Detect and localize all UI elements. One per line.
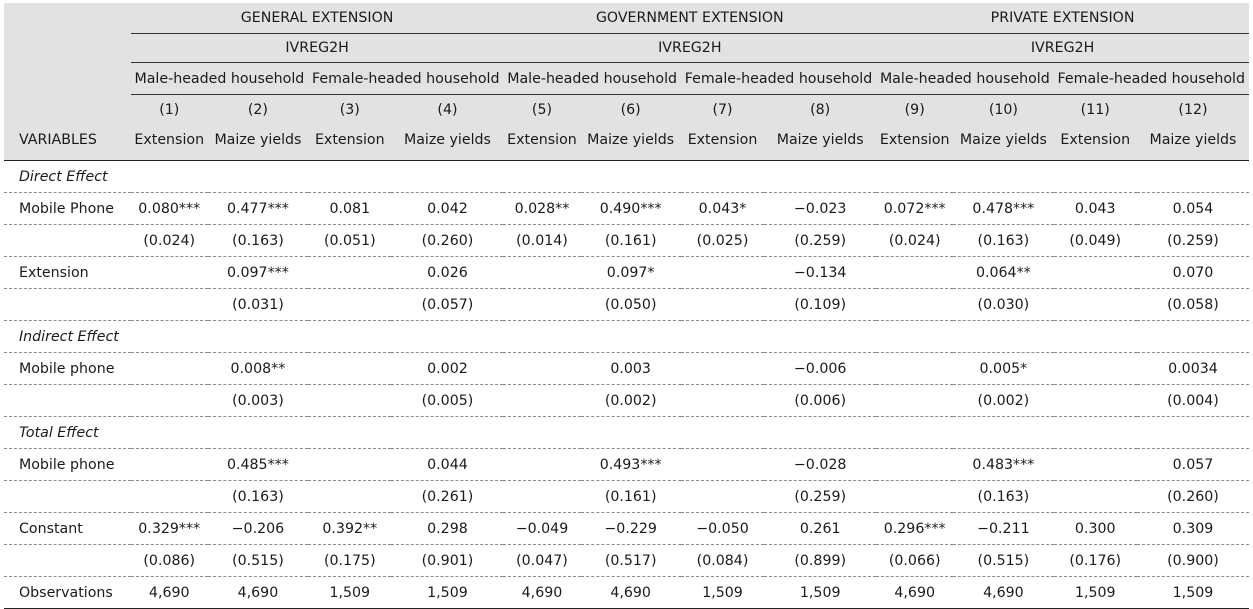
table-cell: (0.050)	[581, 288, 681, 320]
table-cell	[308, 288, 391, 320]
table-cell: −0.211	[953, 512, 1053, 544]
table-cell: 0.042	[391, 192, 503, 224]
table-cell: 1,509	[308, 576, 391, 609]
row-label	[4, 288, 131, 320]
table-cell: −0.049	[503, 512, 580, 544]
table-cell	[764, 320, 876, 352]
table-cell: (0.006)	[764, 384, 876, 416]
table-cell: (0.259)	[764, 480, 876, 512]
table-cell: 0.043	[1054, 192, 1137, 224]
table-cell: (0.161)	[581, 224, 681, 256]
table-cell: (0.515)	[953, 544, 1053, 576]
table-cell: (0.259)	[1137, 224, 1249, 256]
table-cell: (0.517)	[581, 544, 681, 576]
col-variable: Maize yields	[764, 124, 876, 155]
table-cell	[308, 480, 391, 512]
table-cell: (0.058)	[1137, 288, 1249, 320]
table-cell	[503, 288, 580, 320]
table-cell	[681, 384, 764, 416]
table-cell: 0.026	[391, 256, 503, 288]
table-cell: (0.049)	[1054, 224, 1137, 256]
table-cell: (0.086)	[131, 544, 208, 576]
col-number: (8)	[764, 95, 876, 124]
table-cell	[1054, 480, 1137, 512]
table-cell: (0.024)	[876, 224, 953, 256]
table-cell: (0.900)	[1137, 544, 1249, 576]
table-cell: (0.057)	[391, 288, 503, 320]
col-variable: Extension	[681, 124, 764, 155]
table-cell	[131, 160, 208, 192]
table-cell	[1137, 320, 1249, 352]
table-cell	[308, 448, 391, 480]
std-error-row	[4, 480, 1249, 512]
table-cell	[308, 320, 391, 352]
table-cell: 0.070	[1137, 256, 1249, 288]
col-variable: Maize yields	[391, 124, 503, 155]
table-cell: 4,690	[953, 576, 1053, 609]
table-cell	[503, 256, 580, 288]
table-cell: 0.072***	[876, 192, 953, 224]
row-label	[4, 384, 131, 416]
table-row	[4, 352, 1249, 384]
row-label: Observations	[4, 576, 131, 609]
group-header-government: GOVERNMENT EXTENSION	[503, 3, 876, 34]
col-number: (7)	[681, 95, 764, 124]
table-cell	[681, 288, 764, 320]
table-cell: (0.163)	[208, 480, 308, 512]
table-cell: −0.050	[681, 512, 764, 544]
table-cell	[581, 160, 681, 192]
table-cell: 0.043*	[681, 192, 764, 224]
table-cell: (0.163)	[208, 224, 308, 256]
table-row	[4, 576, 1249, 609]
table-cell	[503, 480, 580, 512]
table-cell: (0.161)	[581, 480, 681, 512]
col-variable: Maize yields	[208, 124, 308, 155]
table-cell: 0.261	[764, 512, 876, 544]
table-cell	[1054, 256, 1137, 288]
table-cell: 4,690	[876, 576, 953, 609]
table-cell: (0.163)	[953, 224, 1053, 256]
table-cell: 0.097*	[581, 256, 681, 288]
col-number: (12)	[1137, 95, 1249, 124]
row-label: Total Effect	[4, 416, 131, 448]
table-cell: 0.028**	[503, 192, 580, 224]
table-cell	[953, 160, 1053, 192]
table-cell: 0.054	[1137, 192, 1249, 224]
table-cell	[681, 352, 764, 384]
table-cell: 0.044	[391, 448, 503, 480]
std-error-row	[4, 288, 1249, 320]
table-cell: (0.031)	[208, 288, 308, 320]
table-cell: (0.025)	[681, 224, 764, 256]
table-cell	[503, 160, 580, 192]
table-cell	[208, 160, 308, 192]
table-cell: (0.002)	[581, 384, 681, 416]
table-cell: 0.483***	[953, 448, 1053, 480]
col-variable: Maize yields	[1137, 124, 1249, 155]
table-cell	[876, 256, 953, 288]
header-row-groups	[4, 3, 1249, 34]
table-cell: (0.176)	[1054, 544, 1137, 576]
col-number: (1)	[131, 95, 208, 124]
table-cell	[1054, 320, 1137, 352]
table-cell	[131, 416, 208, 448]
col-number: (9)	[876, 95, 953, 124]
table-cell: 4,690	[131, 576, 208, 609]
table-cell: 1,509	[391, 576, 503, 609]
col-variable: Maize yields	[953, 124, 1053, 155]
table-cell	[876, 160, 953, 192]
table-cell: 4,690	[581, 576, 681, 609]
table-cell: 0.080***	[131, 192, 208, 224]
table-cell	[131, 384, 208, 416]
table-cell	[681, 256, 764, 288]
table-cell: −0.206	[208, 512, 308, 544]
row-label: Direct Effect	[4, 160, 131, 192]
table-cell	[681, 448, 764, 480]
table-cell: (0.515)	[208, 544, 308, 576]
table-cell: 0.493***	[581, 448, 681, 480]
col-number: (2)	[208, 95, 308, 124]
table-cell: (0.051)	[308, 224, 391, 256]
table-row	[4, 256, 1249, 288]
table-cell	[1054, 288, 1137, 320]
group-header-private: PRIVATE EXTENSION	[876, 3, 1249, 34]
table-cell	[876, 320, 953, 352]
table-cell: (0.261)	[391, 480, 503, 512]
table-cell: (0.109)	[764, 288, 876, 320]
row-label: Extension	[4, 256, 131, 288]
household-label: Female-headed household	[1054, 63, 1249, 95]
section-row	[4, 160, 1249, 192]
col-variable: Extension	[876, 124, 953, 155]
table-cell: −0.134	[764, 256, 876, 288]
table-cell: 4,690	[503, 576, 580, 609]
table-cell: 0.097***	[208, 256, 308, 288]
table-cell	[308, 256, 391, 288]
table-cell: −0.229	[581, 512, 681, 544]
table-cell	[764, 160, 876, 192]
table-cell	[876, 416, 953, 448]
table-cell: 0.329***	[131, 512, 208, 544]
table-cell: 0.005*	[953, 352, 1053, 384]
table-cell	[131, 288, 208, 320]
col-number: (11)	[1054, 95, 1137, 124]
table-cell: (0.002)	[953, 384, 1053, 416]
row-label: Mobile phone	[4, 352, 131, 384]
table-cell	[391, 320, 503, 352]
table-cell	[876, 448, 953, 480]
table-cell	[131, 352, 208, 384]
table-cell	[581, 320, 681, 352]
table-cell	[503, 416, 580, 448]
header-row-col-numbers	[4, 95, 1249, 124]
table-cell	[308, 416, 391, 448]
table-cell: (0.047)	[503, 544, 580, 576]
header-row-estimator	[4, 34, 1249, 63]
estimator-label: IVREG2H	[503, 34, 876, 63]
table-cell: 4,690	[208, 576, 308, 609]
table-cell: 0.309	[1137, 512, 1249, 544]
table-cell	[581, 416, 681, 448]
section-row	[4, 416, 1249, 448]
row-label: Mobile phone	[4, 448, 131, 480]
table-cell	[503, 352, 580, 384]
table-cell	[208, 320, 308, 352]
col-number: (10)	[953, 95, 1053, 124]
household-label: Female-headed household	[681, 63, 876, 95]
row-label	[4, 224, 131, 256]
table-cell	[208, 416, 308, 448]
table-cell: 0.490***	[581, 192, 681, 224]
table-cell: (0.259)	[764, 224, 876, 256]
table-cell: 0.008**	[208, 352, 308, 384]
household-label: Male-headed household	[876, 63, 1053, 95]
table-cell: −0.006	[764, 352, 876, 384]
table-cell: 0.477***	[208, 192, 308, 224]
table-cell	[308, 352, 391, 384]
table-cell: (0.004)	[1137, 384, 1249, 416]
col-variable: Extension	[503, 124, 580, 155]
table-cell: (0.030)	[953, 288, 1053, 320]
table-cell: 0.002	[391, 352, 503, 384]
row-label: Indirect Effect	[4, 320, 131, 352]
table-cell: −0.023	[764, 192, 876, 224]
group-header-general: GENERAL EXTENSION	[131, 3, 504, 34]
table-cell: (0.901)	[391, 544, 503, 576]
table-cell	[131, 320, 208, 352]
table-cell	[1054, 352, 1137, 384]
table-cell: (0.066)	[876, 544, 953, 576]
table-cell: 0.478***	[953, 192, 1053, 224]
std-error-row	[4, 384, 1249, 416]
table-row	[4, 192, 1249, 224]
row-label	[4, 480, 131, 512]
section-row	[4, 320, 1249, 352]
col-number: (5)	[503, 95, 580, 124]
table-cell: 0.296***	[876, 512, 953, 544]
header-row-variables	[4, 124, 1249, 155]
table-row	[4, 448, 1249, 480]
household-label: Female-headed household	[308, 63, 503, 95]
std-error-row	[4, 544, 1249, 576]
table-cell	[503, 448, 580, 480]
table-cell: (0.024)	[131, 224, 208, 256]
table-cell	[1054, 384, 1137, 416]
corner-cell	[4, 3, 131, 34]
table-cell: 0.064**	[953, 256, 1053, 288]
table-cell	[131, 256, 208, 288]
col-variable: Extension	[308, 124, 391, 155]
table-cell	[391, 160, 503, 192]
table-cell	[308, 160, 391, 192]
col-variable: Maize yields	[581, 124, 681, 155]
household-label: Male-headed household	[503, 63, 680, 95]
household-label: Male-headed household	[131, 63, 308, 95]
regression-results-table	[4, 3, 1249, 609]
table-cell: 1,509	[764, 576, 876, 609]
header-row-household	[4, 63, 1249, 95]
table-cell	[131, 480, 208, 512]
table-cell	[876, 288, 953, 320]
table-cell: 0.081	[308, 192, 391, 224]
table-cell	[681, 480, 764, 512]
table-cell	[681, 416, 764, 448]
estimator-label: IVREG2H	[131, 34, 504, 63]
table-cell: (0.260)	[391, 224, 503, 256]
col-number: (4)	[391, 95, 503, 124]
table-cell: (0.084)	[681, 544, 764, 576]
table-cell: 1,509	[681, 576, 764, 609]
table-body	[4, 160, 1249, 609]
col-variable: Extension	[131, 124, 208, 155]
table-cell	[308, 384, 391, 416]
table-cell	[876, 352, 953, 384]
table-cell	[1137, 160, 1249, 192]
table-cell	[1137, 416, 1249, 448]
table-cell: (0.005)	[391, 384, 503, 416]
table-cell	[503, 384, 580, 416]
table-cell: 1,509	[1137, 576, 1249, 609]
table-cell: (0.163)	[953, 480, 1053, 512]
table-cell	[953, 320, 1053, 352]
table-cell: (0.014)	[503, 224, 580, 256]
table-cell	[953, 416, 1053, 448]
table-cell: 0.003	[581, 352, 681, 384]
table-cell	[1054, 448, 1137, 480]
row-label	[4, 544, 131, 576]
table-cell: 0.485***	[208, 448, 308, 480]
col-number: (6)	[581, 95, 681, 124]
variables-heading: VARIABLES	[4, 124, 131, 155]
table-cell	[391, 416, 503, 448]
table-cell	[131, 448, 208, 480]
estimator-label: IVREG2H	[876, 34, 1249, 63]
row-label: Mobile Phone	[4, 192, 131, 224]
table-cell: 0.392**	[308, 512, 391, 544]
table-cell: 1,509	[1054, 576, 1137, 609]
table-cell	[681, 320, 764, 352]
row-label: Constant	[4, 512, 131, 544]
table-cell	[876, 384, 953, 416]
table-cell: −0.028	[764, 448, 876, 480]
std-error-row	[4, 224, 1249, 256]
table-cell	[681, 160, 764, 192]
table-cell: (0.260)	[1137, 480, 1249, 512]
col-number: (3)	[308, 95, 391, 124]
col-variable: Extension	[1054, 124, 1137, 155]
table-cell: 0.298	[391, 512, 503, 544]
table-cell: 0.0034	[1137, 352, 1249, 384]
table-cell: 0.057	[1137, 448, 1249, 480]
table-cell: (0.899)	[764, 544, 876, 576]
table-cell	[503, 320, 580, 352]
table-cell: (0.003)	[208, 384, 308, 416]
table-row	[4, 512, 1249, 544]
table-cell	[764, 416, 876, 448]
table-cell	[1054, 416, 1137, 448]
table-cell: (0.175)	[308, 544, 391, 576]
table-cell	[1054, 160, 1137, 192]
table-cell: 0.300	[1054, 512, 1137, 544]
table-cell	[876, 480, 953, 512]
